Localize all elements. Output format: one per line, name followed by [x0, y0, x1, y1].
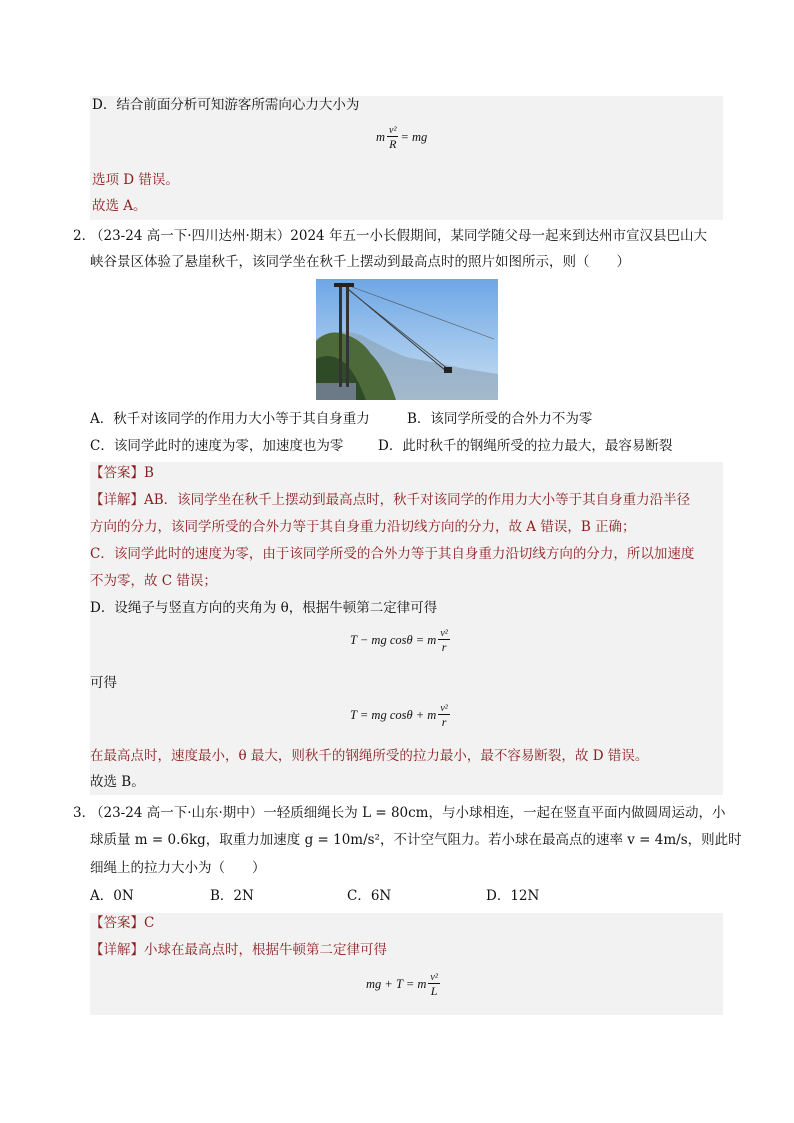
q2-answer: 【答案】B	[90, 465, 154, 481]
eq-denominator: L	[430, 984, 438, 998]
eq-denominator: R	[389, 137, 397, 151]
eq-rhs: = mg	[400, 129, 428, 144]
q2-stem-line1: （23-24 高一下·四川达州·期末）2024 年五一小长假期间，某同学随父母一起来到达州市宣汉县巴山大	[90, 228, 707, 244]
q3-number: 3．	[73, 805, 96, 821]
cliff-swing-image	[316, 279, 498, 400]
eq-term: m	[376, 129, 386, 144]
q2-option-c[interactable]: C．该同学此时的速度为零，加速度也为零	[90, 438, 344, 454]
q3-option-b[interactable]: B．2N	[210, 888, 254, 904]
q3-stem-line2: 球质量 m = 0.6kg，取重力加速度 g = 10m/s²，不计空气阻力。若小球在最高点的速率 v = 4m/s，则此时	[90, 832, 742, 848]
q2-detail-line4: 不为零，故 C 错误；	[90, 573, 217, 589]
eq-numerator: v²	[389, 125, 397, 136]
prev-answer: 故选 A。	[92, 198, 147, 214]
eq-fraction	[438, 628, 449, 654]
cliff-swing-photo	[316, 279, 498, 400]
eq-fraction	[428, 972, 439, 998]
eq-denominator: r	[441, 715, 447, 729]
eq-lhs: mg + T = m	[366, 976, 427, 991]
prev-solution-d: D．结合前面分析可知游客所需向心力大小为	[92, 97, 360, 113]
eq-fraction	[387, 125, 398, 151]
q3-equation1	[366, 972, 442, 998]
q3-option-c[interactable]: C．6N	[347, 888, 392, 904]
q3-option-d[interactable]: D．12N	[486, 888, 540, 904]
q2-stem-line2: 峡谷景区体验了悬崖秋千，该同学坐在秋千上摆动到最高点时的照片如图所示，则（ ）	[90, 254, 630, 270]
prev-equation	[376, 125, 427, 151]
eq-fraction	[438, 703, 449, 729]
q2-equation1	[350, 628, 452, 654]
q2-option-b[interactable]: B．该同学所受的合外力不为零	[407, 411, 593, 427]
prev-conclusion: 选项 D 错误。	[92, 172, 179, 188]
eq-numerator: v²	[440, 703, 448, 714]
q2-equation2	[350, 703, 452, 729]
solution-shade-q3	[90, 913, 723, 1015]
q2-final: 故选 B。	[90, 774, 145, 790]
eq-numerator: v²	[430, 972, 438, 983]
eq-numerator: v²	[440, 628, 448, 639]
q2-kede: 可得	[90, 675, 117, 691]
q2-option-a[interactable]: A．秋千对该同学的作用力大小等于其自身重力	[90, 411, 370, 427]
q3-stem-line3: 细绳上的拉力大小为（ ）	[90, 860, 266, 876]
q3-option-a[interactable]: A．0N	[90, 888, 134, 904]
q3-stem-line1: （23-24 高一下·山东·期中）一轻质细绳长为 L = 80cm，与小球相连，一起在竖直平面内做圆周运动，小	[90, 805, 726, 821]
eq-lhs: T − mg cosθ = m	[350, 632, 437, 647]
q2-detail-line3: C．该同学此时的速度为零，由于该同学所受的合外力等于其自身重力沿切线方向的分力，所以加速度	[90, 546, 695, 562]
q2-option-d[interactable]: D．此时秋千的钢绳所受的拉力最大，最容易断裂	[378, 438, 673, 454]
q3-detail-line1: 【详解】小球在最高点时，根据牛顿第二定律可得	[90, 942, 387, 958]
eq-lhs: T = mg cosθ + m	[350, 707, 437, 722]
q3-answer: 【答案】C	[90, 915, 155, 931]
q2-detail-line2: 方向的分力，该同学所受的合外力等于其自身重力沿切线方向的分力，故 A 错误，B 正确；	[90, 519, 636, 535]
eq-denominator: r	[441, 640, 447, 654]
q2-number: 2．	[73, 228, 96, 244]
q2-detail-line5: D．设绳子与竖直方向的夹角为 θ，根据牛顿第二定律可得	[90, 600, 438, 616]
q2-detail-line1: 【详解】AB．该同学坐在秋千上摆动到最高点时，秋千对该同学的作用力大小等于其自身重力沿半径	[90, 492, 691, 508]
q2-detail-line6: 在最高点时，速度最小，θ 最大，则秋千的钢绳所受的拉力最小，最不容易断裂，故 D 错误。	[90, 748, 649, 764]
